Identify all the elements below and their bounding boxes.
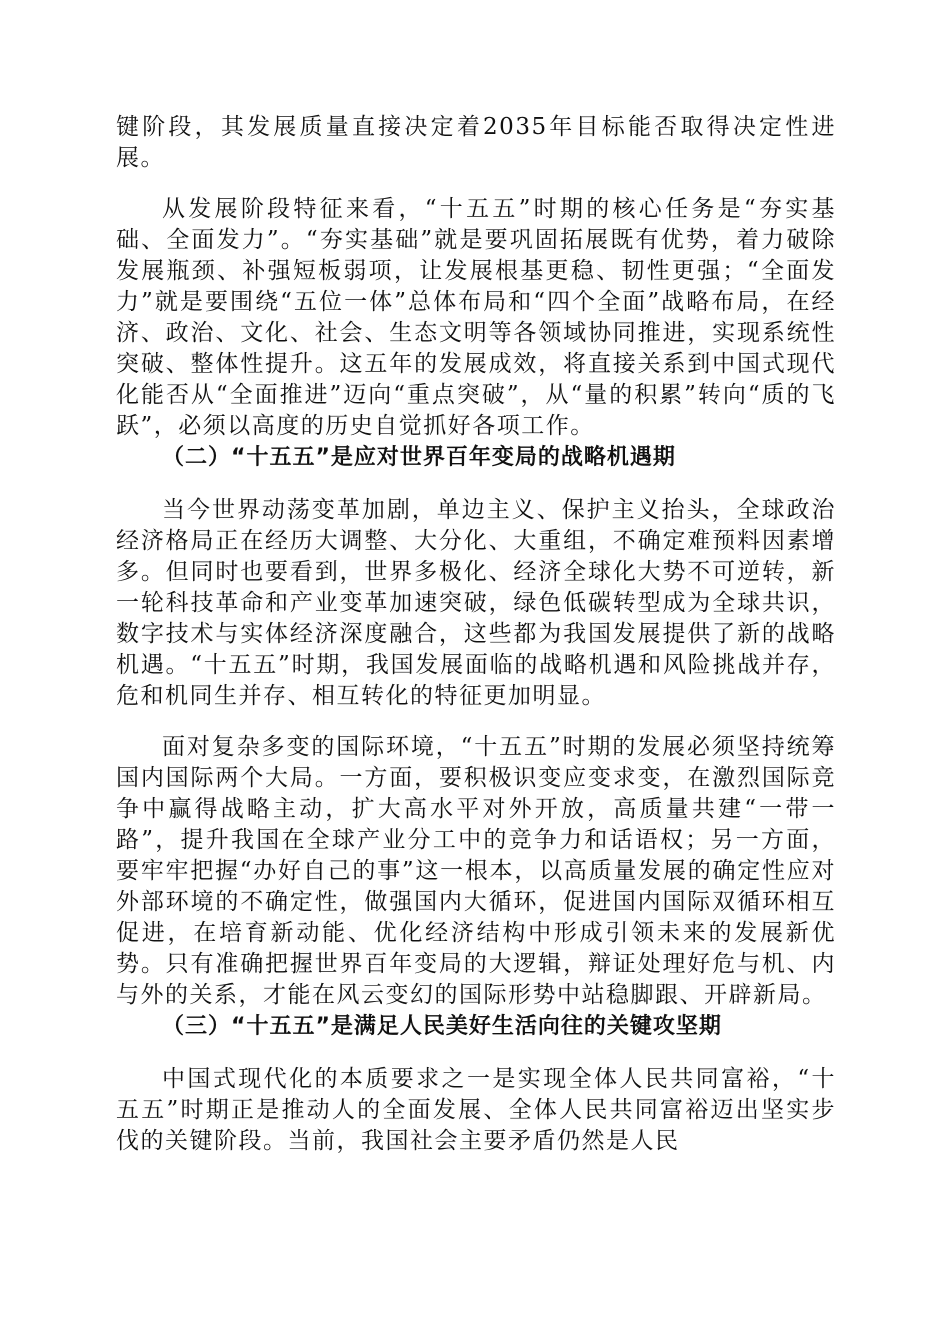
section-heading-3: （三）“十五五”是满足人民美好生活向往的关键攻坚期 xyxy=(162,1014,722,1039)
paragraph-world-change: 当今世界动荡变革加剧，单边主义、保护主义抬头，全球政治经济格局正在经历大调整、大分化、大重组，不确定难预料因素增多。但同时也要看到，世界多极化、经济全球化大势不可逆转，新一轮科技革命和产业变革加速突破，绿色低碳转型成为全球共识，数字技术与实体经济深度融合，这些都为我国发展提供了新的战略机遇。“十五五”时期，我国发展面临的战略机遇和风险挑战并存，危和机同生并存、相互转化的特征更加明显。 xyxy=(116,497,836,709)
paragraph-development-stage: 从发展阶段特征来看，“十五五”时期的核心任务是“夯实基础、全面发力”。“夯实基础”就是要巩固拓展既有优势，着力破除发展瓶颈、补强短板弱项，让发展根基更稳、韧性更强；“全面发力”就是要围绕“五位一体”总体布局和“四个全面”战略布局，在经济、政治、文化、社会、生态文明等各领域协同推进，实现系统性突破、整体性提升。这五年的发展成效，将直接关系到中国式现代化能否从“全面推进”迈向“重点突破”，从“量的积累”转向“质的飞跃”，必须以高度的历史自觉抓好各项工作。 xyxy=(116,196,836,439)
paragraph-common-prosperity: 中国式现代化的本质要求之一是实现全体人民共同富裕，“十五五”时期正是推动人的全面发展、全体人民共同富裕迈出坚实步伐的关键阶段。当前，我国社会主要矛盾仍然是人民 xyxy=(116,1066,836,1154)
paragraph-continuation: 键阶段，其发展质量直接决定着2035年目标能否取得决定性进展。 xyxy=(116,114,836,171)
section-heading-2: （二）“十五五”是应对世界百年变局的战略机遇期 xyxy=(162,445,676,470)
paragraph-international-environment: 面对复杂多变的国际环境，“十五五”时期的发展必须坚持统筹国内国际两个大局。一方面，要积极识变应变求变，在激烈国际竞争中赢得战略主动，扩大高水平对外开放，高质量共建“一带一路”，提升我国在全球产业分工中的竞争力和话语权；另一方面，要牢牢把握“办好自己的事”这一根本，以高质量发展的确定性应对外部环境的不确定性，做强国内大循环，促进国内国际双循环相互促进，在培育新动能、优化经济结构中形成引领未来的发展新优势。只有准确把握世界百年变局的大逻辑，辩证处理好危与机、内与外的关系，才能在风云变幻的国际形势中站稳脚跟、开辟新局。 xyxy=(116,734,836,1008)
document-page xyxy=(116,112,836,1157)
